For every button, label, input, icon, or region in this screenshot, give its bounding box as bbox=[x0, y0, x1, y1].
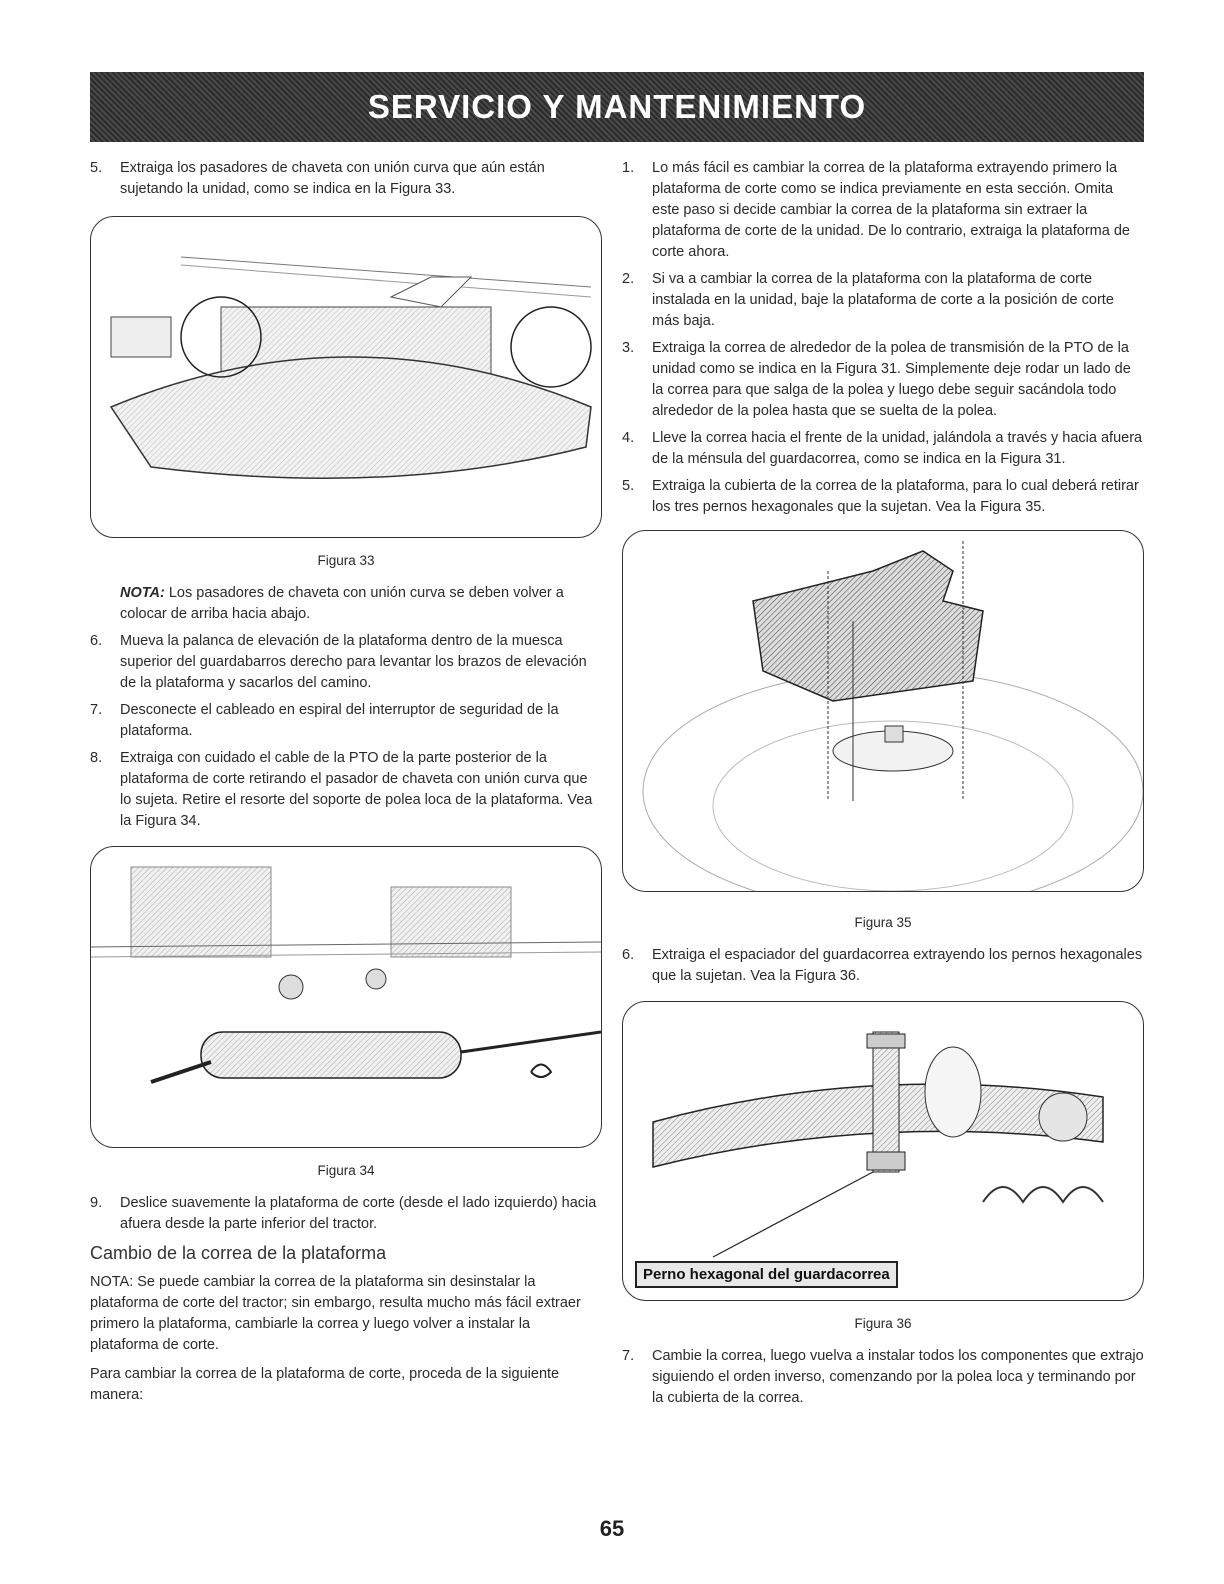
step-number: 2. bbox=[622, 271, 635, 287]
note-paragraph: NOTA: Se puede cambiar la correa de la plataforma sin desinstalar la plataforma de corte del tractor; sin embargo, resulta mucho más fácil extraer primero la plataforma, cambiarle la correa y luego volver a instalar la plataforma de corte. bbox=[90, 1274, 581, 1353]
step-number: 4. bbox=[622, 430, 635, 446]
section-header-banner bbox=[90, 72, 1144, 142]
step-3-right bbox=[622, 338, 1144, 422]
step-number: 3. bbox=[622, 340, 635, 356]
step-text: Extraiga el espaciador del guardacorrea extrayendo los pernos hexagonales que la sujetan. Vea la Figura 36. bbox=[652, 947, 1143, 984]
note bbox=[90, 583, 602, 625]
figure-33-illustration bbox=[91, 217, 601, 537]
step-text: Extraiga los pasadores de chaveta con unión curva que aún están sujetando la unidad, como se indica en la Figura 33. bbox=[120, 160, 545, 197]
figure-33-caption: Figura 33 bbox=[317, 553, 375, 568]
figure-34 bbox=[90, 846, 602, 1148]
note-text: Los pasadores de chaveta con unión curva se deben volver a colocar de arriba hacia abajo. bbox=[120, 585, 564, 622]
left-column bbox=[90, 158, 602, 1414]
step-5-right bbox=[622, 476, 1144, 518]
figure-35 bbox=[622, 530, 1144, 892]
step-9-left bbox=[90, 1193, 602, 1235]
step-number: 6. bbox=[90, 633, 103, 649]
page-number: 65 bbox=[599, 1516, 625, 1541]
step-number: 6. bbox=[622, 947, 635, 963]
figure-36 bbox=[622, 1001, 1144, 1301]
step-text: Extraiga la correa de alrededor de la polea de transmisión de la PTO de la unidad como se indica en la Figura 31. Simplemente deje rodar un lado de la correa para que salga de la polea y luego debe seguir sacándola todo alrededor de la polea hasta que se suelta de la polea. bbox=[652, 340, 1131, 419]
step-text: Extraiga la cubierta de la correa de la plataforma, para lo cual deberá retirar los tres pernos hexagonales que la sujetan. Vea la Figura 35. bbox=[652, 478, 1139, 515]
subsection-heading: Cambio de la correa de la plataforma bbox=[90, 1243, 387, 1263]
step-6-left bbox=[90, 631, 602, 694]
step-text: Mueva la palanca de elevación de la plataforma dentro de la muesca superior del guardabarros derecho para levantar los brazos de elevación de la plataforma y sacarlos del camino. bbox=[120, 633, 587, 691]
step-5-left bbox=[90, 158, 602, 200]
section-title: SERVICIO Y MANTENIMIENTO bbox=[367, 88, 867, 125]
step-6-right bbox=[622, 945, 1144, 987]
step-text: Si va a cambiar la correa de la plataforma con la plataforma de corte instalada en la unidad, baje la plataforma de corte a la posición de corte más baja. bbox=[652, 271, 1114, 329]
step-7-right bbox=[622, 1346, 1144, 1409]
figure-36-callout-label: Perno hexagonal del guardacorrea bbox=[635, 1261, 898, 1288]
step-text: Deslice suavemente la plataforma de corte (desde el lado izquierdo) hacia afuera desde la parte inferior del tractor. bbox=[120, 1195, 597, 1232]
step-8-left bbox=[90, 748, 602, 832]
figure-35-caption: Figura 35 bbox=[854, 915, 912, 930]
figure-35-illustration bbox=[623, 531, 1143, 891]
figure-36-illustration bbox=[623, 1002, 1143, 1300]
step-number: 7. bbox=[622, 1348, 635, 1364]
step-text: Lo más fácil es cambiar la correa de la plataforma extrayendo primero la plataforma de corte como se indica previamente en esta sección. Omita este paso si decide cambiar la correa de la plataforma sin extraer la plataforma de corte de la unidad. De lo contrario, extraiga la plataforma de corte ahora. bbox=[652, 160, 1130, 260]
step-7-left bbox=[90, 700, 602, 742]
step-text: Lleve la correa hacia el frente de la unidad, jalándola a través y hacia afuera de la ménsula del guardacorrea, como se indica en la Figura 31. bbox=[652, 430, 1143, 467]
instruction-paragraph: Para cambiar la correa de la plataforma de corte, proceda de la siguiente manera: bbox=[90, 1366, 560, 1403]
step-4-right bbox=[622, 428, 1144, 470]
step-number: 9. bbox=[90, 1195, 103, 1211]
step-2-right bbox=[622, 269, 1144, 332]
step-text: Extraiga con cuidado el cable de la PTO de la parte posterior de la plataforma de corte retirando el pasador de chaveta con unión curva que lo sujeta. Retire el resorte del soporte de polea loca de la plataforma. Vea la Figura 34. bbox=[120, 750, 593, 829]
step-number: 5. bbox=[622, 478, 635, 494]
figure-34-caption: Figura 34 bbox=[317, 1163, 375, 1178]
step-text: Cambie la correa, luego vuelva a instalar todos los componentes que extrajo siguiendo el orden inverso, comenzando por la polea loca y terminando por la cubierta de la correa. bbox=[652, 1348, 1144, 1406]
step-number: 7. bbox=[90, 702, 103, 718]
figure-33 bbox=[90, 216, 602, 538]
note-label: NOTA: bbox=[120, 585, 165, 601]
figure-36-caption: Figura 36 bbox=[854, 1316, 912, 1331]
right-column bbox=[622, 158, 1144, 1415]
step-1-right bbox=[622, 158, 1144, 263]
figure-34-illustration bbox=[91, 847, 601, 1147]
step-number: 8. bbox=[90, 750, 103, 766]
step-number: 5. bbox=[90, 160, 103, 176]
step-text: Desconecte el cableado en espiral del interruptor de seguridad de la plataforma. bbox=[120, 702, 559, 739]
step-number: 1. bbox=[622, 160, 635, 176]
